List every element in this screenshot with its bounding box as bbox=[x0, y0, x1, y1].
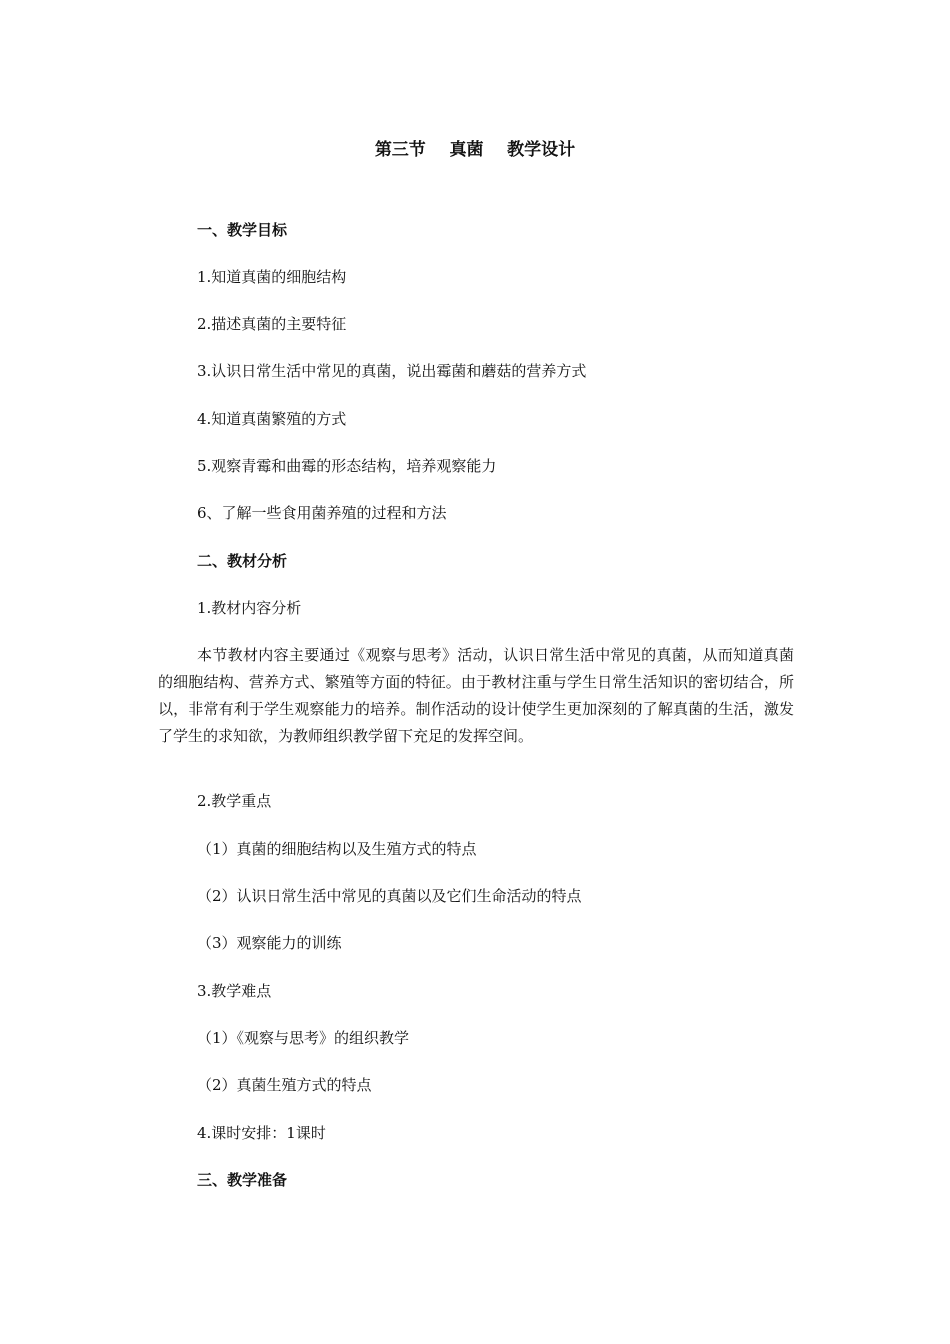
objective-item: 1.知道真菌的细胞结构 bbox=[197, 268, 347, 286]
objective-item: 2.描述真菌的主要特征 bbox=[197, 315, 347, 333]
key-point-item: （1）真菌的细胞结构以及生殖方式的特点 bbox=[197, 840, 477, 858]
key-points-title: 2.教学重点 bbox=[197, 792, 272, 810]
section-heading-analysis: 二、教材分析 bbox=[197, 552, 288, 570]
section-heading-objectives: 一、教学目标 bbox=[197, 221, 288, 239]
content-analysis-title: 1.教材内容分析 bbox=[197, 599, 302, 617]
objective-item: 5.观察青霉和曲霉的形态结构，培养观察能力 bbox=[197, 457, 497, 475]
section-heading-preparation: 三、教学准备 bbox=[197, 1171, 288, 1189]
key-point-item: （2）认识日常生活中常见的真菌以及它们生命活动的特点 bbox=[197, 887, 582, 905]
difficulty-item: （2）真菌生殖方式的特点 bbox=[197, 1076, 372, 1094]
document-title: 第三节 真菌 教学设计 bbox=[374, 140, 576, 160]
objective-item: 6、了解一些食用菌养殖的过程和方法 bbox=[197, 504, 447, 522]
objective-item: 3.认识日常生活中常见的真菌，说出霉菌和蘑菇的营养方式 bbox=[197, 362, 587, 380]
difficulties-title: 3.教学难点 bbox=[197, 982, 272, 1000]
key-point-item: （3）观察能力的训练 bbox=[197, 934, 342, 952]
objective-item: 4.知道真菌繁殖的方式 bbox=[197, 410, 347, 428]
schedule-line: 4.课时安排：1课时 bbox=[197, 1124, 326, 1142]
difficulty-item: （1）《观察与思考》的组织教学 bbox=[197, 1029, 410, 1047]
content-analysis-paragraph: 本节教材内容主要通过《观察与思考》活动，认识日常生活中常见的真菌，从而知道真菌的细胞结构、营养方式、繁殖等方面的特征。由于教材注重与学生日常生活知识的密切结合，所以，非常有利于学生观察能力的培养。制作活动的设计使学生更加深刻的了解真菌的生活，激发了学生的求知欲，为教师组织教学留下充足的发挥空间。 bbox=[158, 646, 794, 745]
